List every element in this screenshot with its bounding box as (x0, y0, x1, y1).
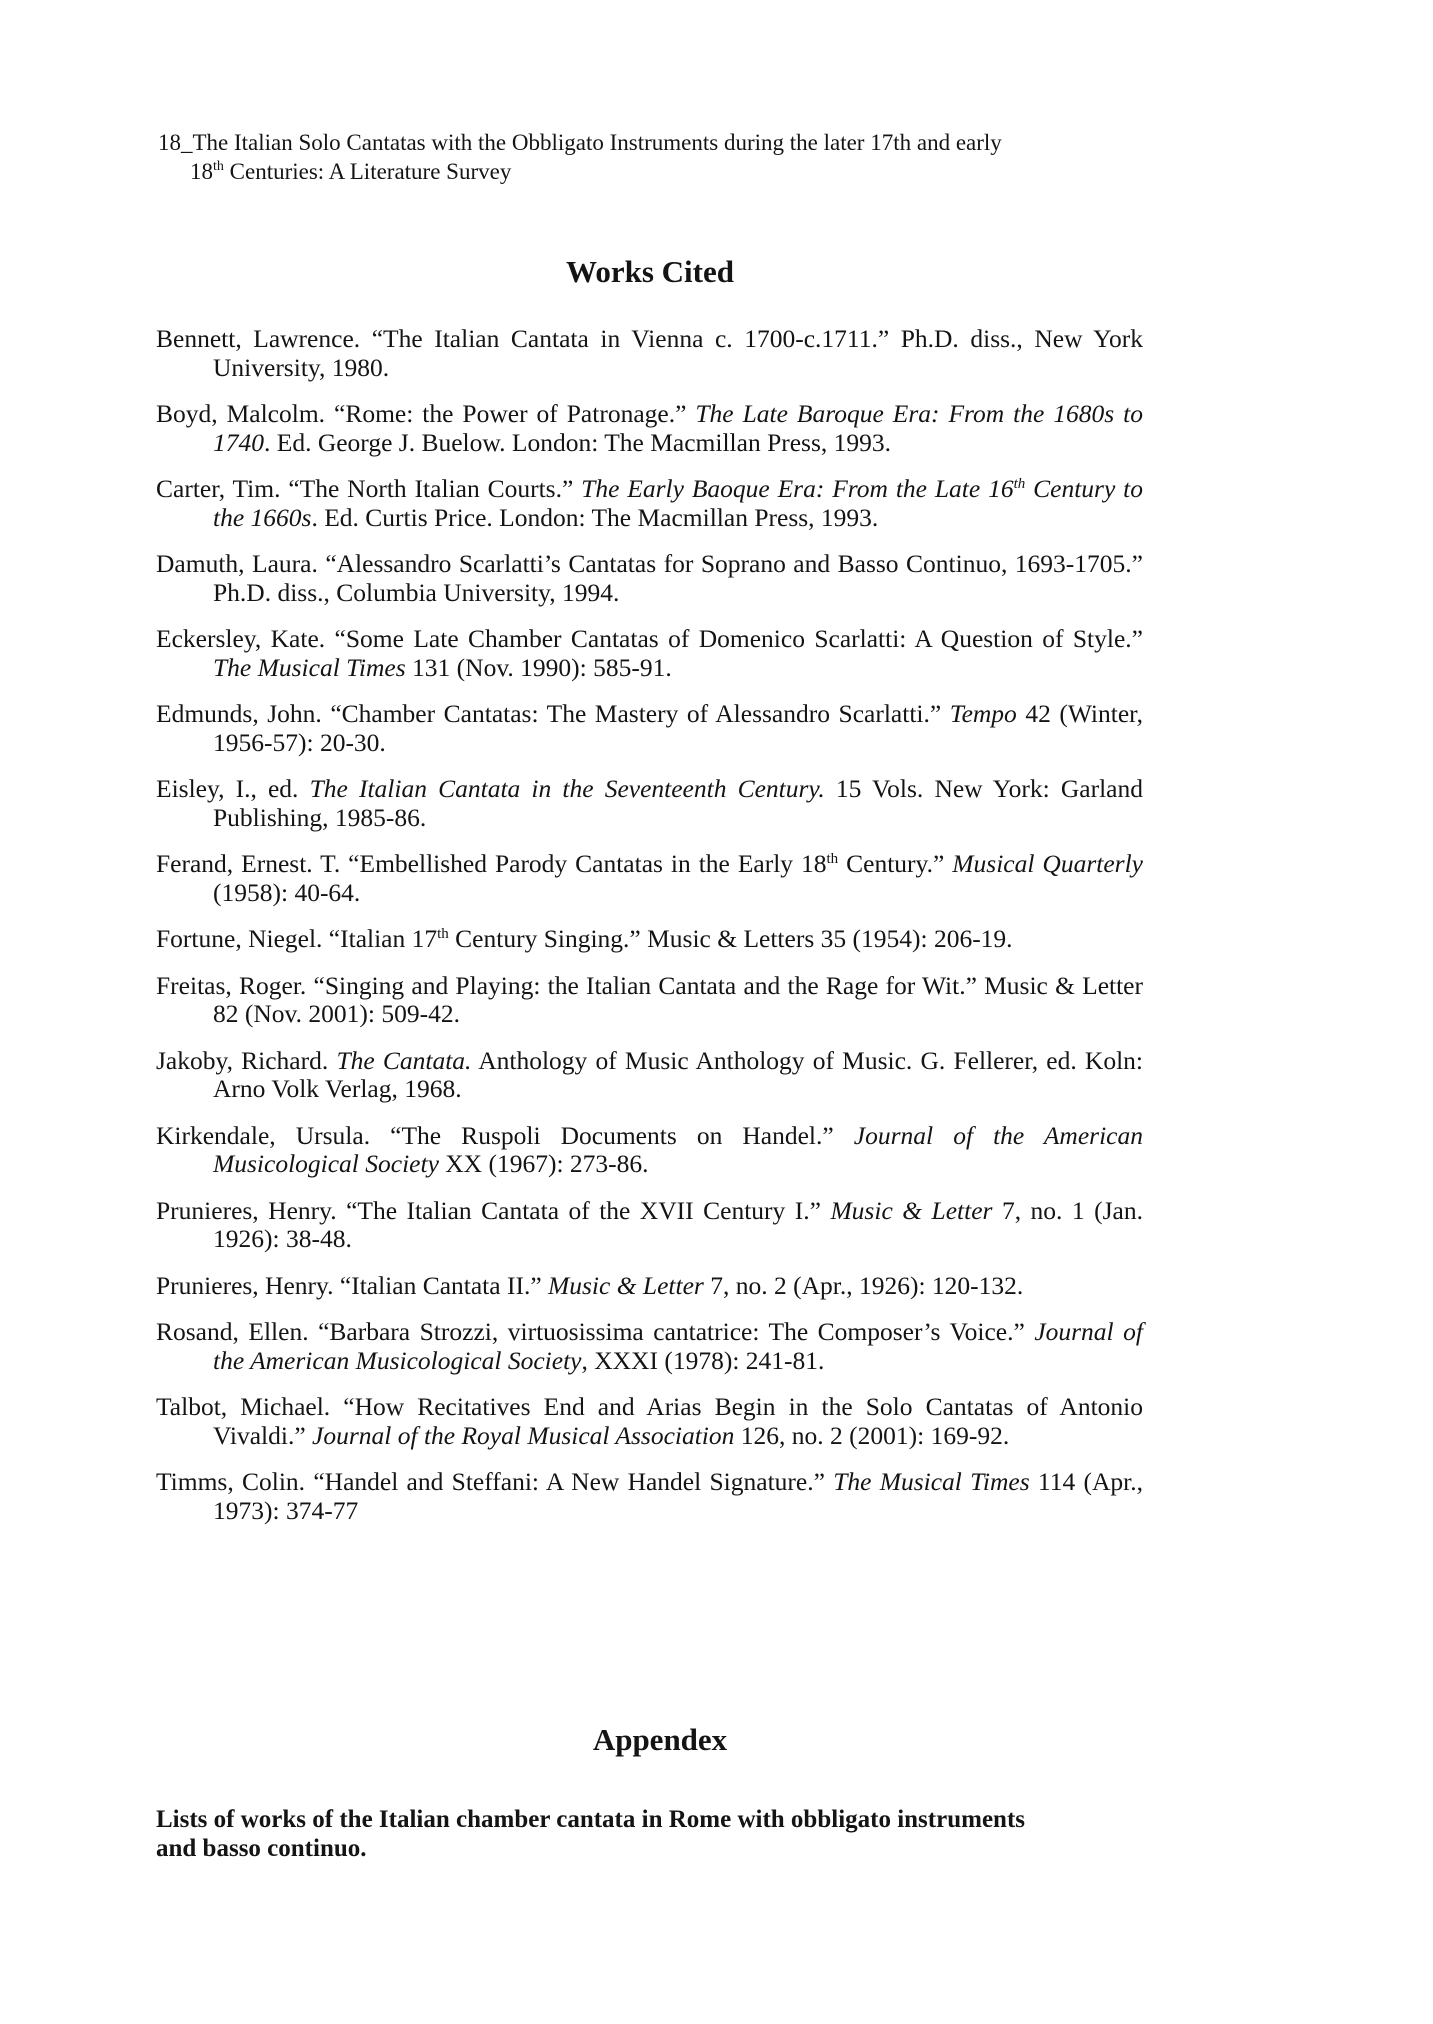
reference-entry (156, 700, 1143, 757)
reference-text: Music & Letter (548, 1270, 704, 1300)
reference-text: XX (1967): 273-86. (438, 1149, 649, 1178)
reference-entry (156, 1047, 1143, 1104)
reference-text: Prunieres, Henry. “Italian Cantata II.” (156, 1270, 549, 1300)
reference-text: Damuth, Laura. “Alessandro Scarlatti’s Cantatas for Soprano and Basso Continuo, 1693-1705.” Ph.D. diss., Columbia University, 1994. (156, 549, 1143, 607)
reference-entry (156, 325, 1143, 382)
reference-text: Journal of the American Musicological Society (213, 1317, 1143, 1375)
running-header (158, 128, 1158, 186)
header-century-number: 18 (190, 159, 213, 184)
reference-text: 126, no. 2 (2001): 169-92. (734, 1420, 1010, 1450)
appendix-heading: Appendex (592, 1722, 728, 1757)
reference-entry (156, 1122, 1143, 1179)
appendix-description: Lists of works of the Italian chamber cantata in Rome with obbligato instruments and basso continuo. (156, 1806, 1025, 1862)
reference-text: The Early Baoque Era: From the Late 16 (581, 474, 1014, 503)
reference-text: Tempo (949, 699, 1017, 728)
works-cited-list (156, 325, 1143, 1543)
reference-entry (156, 1272, 1143, 1301)
reference-text: . Ed. Curtis Price. London: The Macmillan Press, 1993. (311, 502, 879, 532)
reference-text: Boyd, Malcolm. “Rome: the Power of Patronage.” (156, 399, 696, 428)
reference-text: th (437, 926, 449, 942)
reference-text: Jakoby, Richard. (156, 1045, 337, 1075)
reference-text: Edmunds, John. “Chamber Cantatas: The Mastery of Alessandro Scarlatti.” (156, 699, 950, 728)
header-century-superscript: th (213, 159, 224, 174)
reference-text: Carter, Tim. “The North Italian Courts.” (156, 474, 582, 503)
reference-text: Music & Letter (830, 1195, 993, 1225)
reference-entry (156, 1197, 1143, 1254)
reference-text: The Musical Times (213, 652, 406, 682)
reference-entry (156, 625, 1143, 682)
reference-text: (1958): 40-64. (213, 877, 361, 907)
reference-entry (156, 1468, 1143, 1525)
reference-text: 42 (Winter, 1956-57): 20-30. (213, 699, 1144, 757)
reference-text: Ferand, Ernest. T. “Embellished Parody Cantatas in the Early 18 (156, 849, 827, 878)
reference-text: Kirkendale, Ursula. “The Ruspoli Documents on Handel.” (156, 1120, 854, 1150)
reference-text: 131 (Nov. 1990): 585-91. (405, 652, 672, 682)
reference-entry (156, 1393, 1143, 1450)
reference-text: The Cantata. (336, 1045, 472, 1075)
reference-text: 7, no. 2 (Apr., 1926): 120-132. (703, 1270, 1024, 1300)
reference-text: Prunieres, Henry. “The Italian Cantata of the XVII Century I.” (156, 1195, 831, 1225)
reference-text: th (1013, 476, 1026, 492)
reference-text: Freitas, Roger. “Singing and Playing: the Italian Cantata and the Rage for Wit.” Music & Letter 82 (Nov. 2001): 509-42. (156, 970, 1143, 1028)
header-line-1: 18_The Italian Solo Cantatas with the Obbligato Instruments during the later 17th and early (158, 130, 1002, 155)
reference-text: Fortune, Niegel. “Italian 17 (156, 924, 438, 953)
reference-entry (156, 550, 1143, 607)
reference-entry (156, 400, 1143, 457)
reference-text: . Ed. George J. Buelow. London: The Macmillan Press, 1993. (264, 427, 892, 457)
reference-text: Musical Quarterly (952, 849, 1143, 878)
reference-text: , XXXI (1978): 241-81. (581, 1345, 825, 1375)
reference-entry (156, 850, 1143, 907)
reference-entry (156, 925, 1143, 954)
reference-text: Rosand, Ellen. “Barbara Strozzi, virtuosissima cantatrice: The Composer’s Voice.” (156, 1317, 1035, 1346)
works-cited-heading: Works Cited (566, 254, 734, 289)
reference-text: th (826, 851, 839, 867)
reference-text: Talbot, Michael. “How Recitatives End and Arias Begin in the Solo Cantatas of Antonio Vivaldi.” (156, 1392, 1143, 1450)
reference-text: Eckersley, Kate. “Some Late Chamber Cantatas of Domenico Scarlatti: A Question of Style.” (156, 624, 1143, 653)
reference-text: 114 (Apr., 1973): 374-77 (213, 1467, 1143, 1525)
reference-text: Century.” (838, 849, 953, 878)
reference-text: The Late Baroque Era: From the 1680s to 1740 (213, 399, 1143, 457)
reference-entry (156, 1318, 1143, 1375)
reference-entry (156, 972, 1143, 1029)
reference-text: Eisley, I., ed. (156, 774, 310, 803)
reference-text: Timms, Colin. “Handel and Steffani: A New Handel Signature.” (156, 1467, 834, 1496)
reference-text: The Italian Cantata in the Seventeenth Century. (309, 774, 825, 803)
header-line-2-rest: Centuries: A Literature Survey (223, 159, 512, 184)
reference-entry (156, 475, 1143, 532)
reference-text: Anthology of Music Anthology of Music. G. Fellerer, ed. Koln: Arno Volk Verlag, 1968. (213, 1045, 1143, 1103)
reference-text: Century Singing.” Music & Letters 35 (1954): 206-19. (448, 924, 1013, 953)
reference-text: Journal of the Royal Musical Association (312, 1420, 735, 1450)
reference-text: Bennett, Lawrence. “The Italian Cantata in Vienna c. 1700-c.1711.” Ph.D. diss., New York University, 1980. (156, 324, 1143, 382)
reference-text: Journal of the American Musicological Society (213, 1120, 1143, 1178)
reference-text: Century to the 1660s (213, 474, 1143, 532)
reference-entry (156, 775, 1143, 832)
reference-text: The Musical Times (833, 1467, 1030, 1496)
reference-text: 15 Vols. New York: Garland Publishing, 1985-86. (213, 774, 1143, 832)
header-line-2 (158, 157, 1158, 186)
reference-text: 7, no. 1 (Jan. 1926): 38-48. (213, 1195, 1143, 1253)
